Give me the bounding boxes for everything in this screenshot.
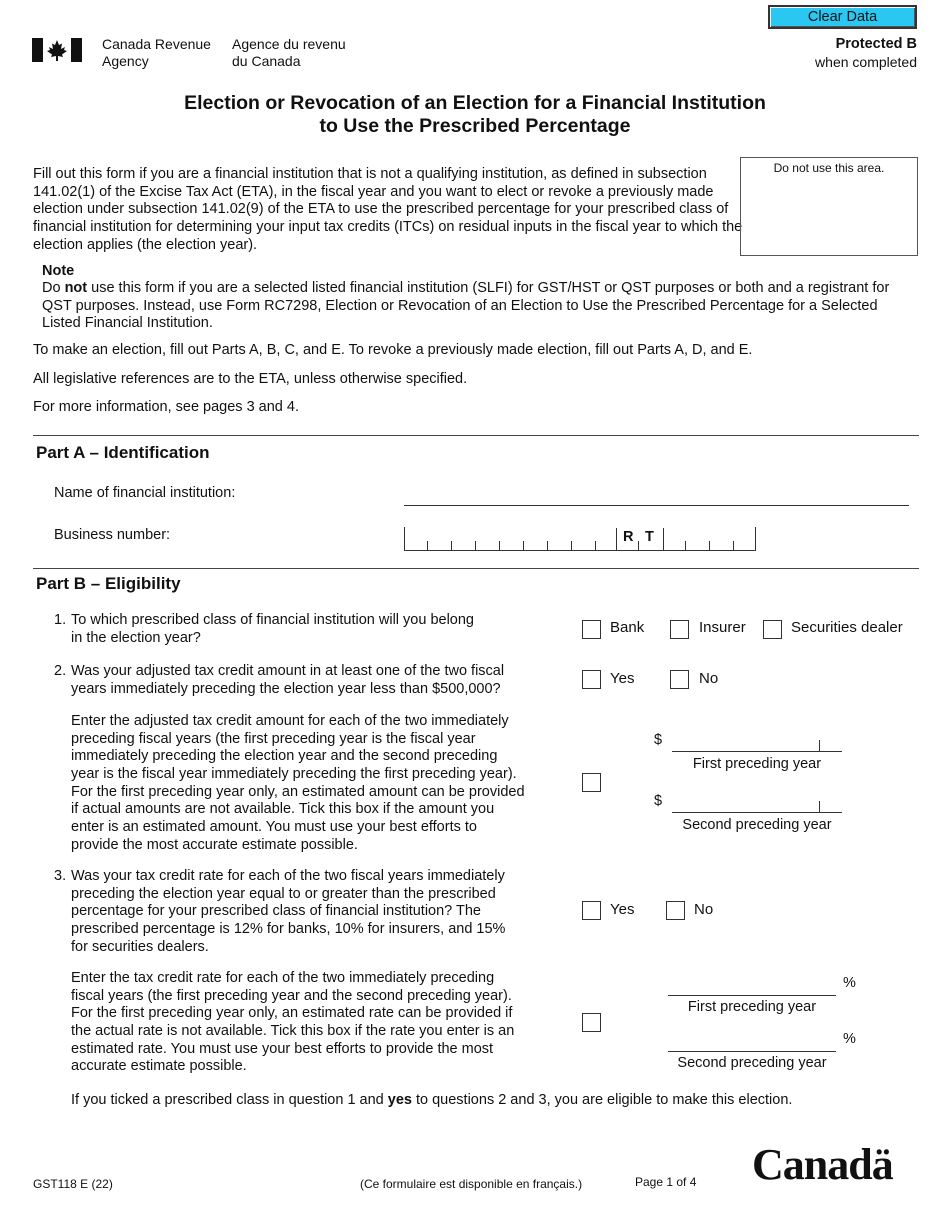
- name-input[interactable]: [404, 505, 909, 506]
- instruction-more-info: For more information, see pages 3 and 4.: [33, 399, 299, 415]
- q2-no-label: No: [699, 670, 719, 687]
- agency-name-en: Canada Revenue Agency: [102, 36, 211, 69]
- name-label: Name of financial institution:: [54, 485, 236, 501]
- q2-second-year-input[interactable]: [672, 812, 842, 813]
- form-title: Election or Revocation of an Election for a Financial Institution to Use the Prescribed Percentage: [184, 92, 766, 138]
- canada-flag-icon: [32, 38, 82, 62]
- instruction-legislative: All legislative references are to the ETA, unless otherwise specified.: [33, 371, 468, 387]
- q2-estimate-checkbox[interactable]: [582, 773, 601, 792]
- q3-yes-label: Yes: [610, 901, 635, 918]
- canada-wordmark: Canadä: [752, 1140, 893, 1189]
- bank-checkbox[interactable]: [582, 620, 601, 639]
- part-a-heading: Part A – Identification: [36, 443, 210, 462]
- q2-detail: Enter the adjusted tax credit amount for each of the two immediately preceding fiscal years (the first preceding year is the fiscal year immediately preceding the election year and the second preceding year is the fiscal year immediately preceding the first preceding year). For the first preceding year only, an estimated amount can be provided if actual amounts are not available. Tick this box if the amount you enter is an estimated amount. You must use your best efforts to provide the most accurate estimate possible.: [71, 713, 525, 853]
- page-number: Page 1 of 4: [635, 1175, 697, 1189]
- q2-first-year-input[interactable]: [672, 751, 842, 752]
- divider: [33, 568, 919, 569]
- q2-no-checkbox[interactable]: [670, 670, 689, 689]
- q3-first-year-caption: First preceding year: [687, 999, 817, 1015]
- q2-yes-label: Yes: [610, 670, 635, 687]
- business-number-input[interactable]: [404, 527, 756, 551]
- insurer-label: Insurer: [699, 619, 746, 636]
- q2-yes-checkbox[interactable]: [582, 670, 601, 689]
- clear-data-button[interactable]: Clear Data: [768, 5, 917, 29]
- bank-label: Bank: [610, 619, 645, 636]
- q3-second-year-caption: Second preceding year: [677, 1055, 827, 1071]
- q2-second-year-caption: Second preceding year: [682, 817, 832, 833]
- securities-dealer-label: Securities dealer: [791, 619, 903, 636]
- do-not-use-area: Do not use this area.: [740, 157, 918, 256]
- percent-sign: %: [843, 1031, 856, 1047]
- q3-no-label: No: [694, 901, 714, 918]
- part-b-heading: Part B – Eligibility: [36, 574, 181, 593]
- rt-letter-r: R: [623, 529, 634, 545]
- q3-first-year-input[interactable]: [668, 995, 836, 996]
- insurer-checkbox[interactable]: [670, 620, 689, 639]
- rt-letter-t: T: [645, 529, 654, 545]
- instruction-parts: To make an election, fill out Parts A, B, C, and E. To revoke a previously made election, fill out Parts A, D, and E.: [33, 342, 753, 358]
- divider: [33, 435, 919, 436]
- form-id: GST118 E (22): [33, 1177, 113, 1191]
- q3-yes-checkbox[interactable]: [582, 901, 601, 920]
- business-number-label: Business number:: [54, 527, 171, 543]
- note-heading: Note: [42, 263, 75, 279]
- q3-detail: Enter the tax credit rate for each of the two immediately preceding fiscal years (the first preceding year and the second preceding year). For the first preceding year only, an estimated rate can be provided if the actual rate is not available. Tick this box if the rate you enter is an estimated rate. You must use your best efforts to provide the most accurate estimate possible.: [71, 970, 515, 1075]
- french-availability-note: (Ce formulaire est disponible en français.): [360, 1177, 583, 1191]
- securities-dealer-checkbox[interactable]: [763, 620, 782, 639]
- q3-second-year-input[interactable]: [668, 1051, 836, 1052]
- dollar-sign: $: [654, 793, 663, 809]
- protected-label: Protected B when completed: [815, 36, 917, 70]
- question-2: 2. Was your adjusted tax credit amount in at least one of the two fiscal years immediately preceding the election year less than $500,000?: [54, 663, 505, 697]
- q3-estimate-checkbox[interactable]: [582, 1013, 601, 1032]
- eligibility-summary: If you ticked a prescribed class in question 1 and yes to questions 2 and 3, you are eligible to make this election.: [71, 1092, 793, 1108]
- q3-no-checkbox[interactable]: [666, 901, 685, 920]
- question-3: 3. Was your tax credit rate for each of the two fiscal years immediately preceding the election year equal to or greater than the prescribed percentage for your prescribed class of financial institution? The prescribed percentage is 12% for banks, 10% for insurers, and 15% for securities dealers.: [54, 868, 506, 955]
- percent-sign: %: [843, 975, 856, 991]
- dollar-sign: $: [654, 732, 663, 748]
- cents-tick: [819, 740, 820, 751]
- q2-first-year-caption: First preceding year: [692, 756, 822, 772]
- intro-paragraph: Fill out this form if you are a financial institution that is not a qualifying institution, as defined in subsection 141.02(1) of the Excise Tax Act (ETA), in the fiscal year and you want to elect or revoke a previously made election under subsection 141.02(9) of the ETA to use the prescribed percentage for your prescribed class of financial institution for determining your input tax credits (ITCs) on residual inputs in the fiscal year to which the election applies (the election year).: [33, 166, 743, 253]
- note-text: Do not use this form if you are a selected listed financial institution (SLFI) for GST/HST or QST purposes or both and a registrant for QST purposes. Instead, use Form RC7298, Election or Revocation of an Election to Use the Prescribed Percentage for a Selected Listed Financial Institution.: [42, 280, 890, 332]
- cents-tick: [819, 801, 820, 812]
- agency-name-fr: Agence du revenu du Canada: [232, 36, 346, 69]
- question-1: 1. To which prescribed class of financial institution will you belong in the election year?: [54, 612, 474, 646]
